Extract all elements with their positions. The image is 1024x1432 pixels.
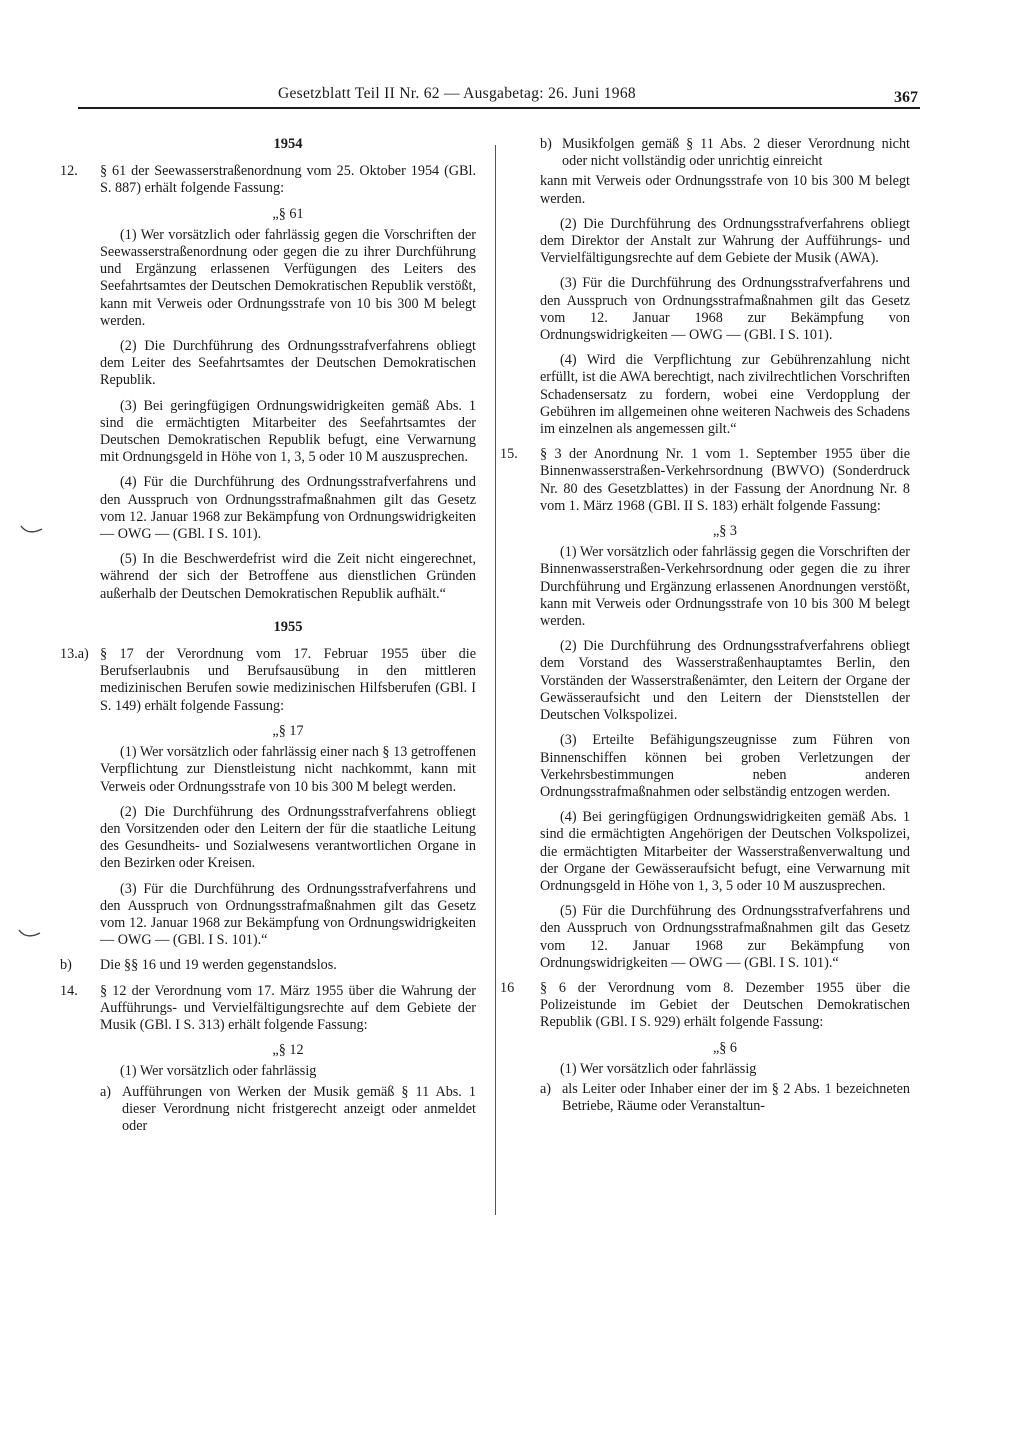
item-15 <box>500 446 910 972</box>
paragraph: (3) Bei geringfügigen Ordnungswidrigkeiten gemäß Abs. 1 sind die ermächtigten Mitarbeiter des Seefahrtsamtes der Deutschen Demokratischen Republik befugt, eine Verwarnung mit Ordnungsgeld in Höhe von 1, 3, 5 oder 10 M auszusprechen. <box>100 397 476 466</box>
item-intro: § 12 der Verordnung vom 17. März 1955 über die Wahrung der Aufführungs- und Vervielfältigungsrechte auf dem Gebiete der Musik (GBl. I S. 313) erhält folgende Fassung: <box>100 982 476 1033</box>
section-heading: „§ 17 <box>272 722 304 739</box>
sub-item-text: Aufführungen von Werken der Musik gemäß § 11 Abs. 1 dieser Verordnung nicht fristgerecht anzeigt oder anmeldet oder <box>122 1083 476 1134</box>
item-number: 14. <box>60 982 78 999</box>
paragraph: (4) Bei geringfügigen Ordnungswidrigkeiten gemäß Abs. 1 sind die ermächtigten Angehörigen der Deutschen Volkspolizei, die ermächtigten Mitarbeiter der Wasserstraßenverwaltung und der Organe der Gewässeraufsicht befugt, eine Verwarnung mit Ordnungsgeld in Höhe von 1, 3, 5 oder 10 M auszusprechen. <box>540 809 910 894</box>
item-number: 15. <box>500 446 518 463</box>
sub-item <box>100 1084 476 1136</box>
item-12 <box>60 163 476 603</box>
sub-item-text: als Leiter oder Inhaber einer der im § 2 Abs. 1 bezeichneten Betriebe, Räume oder Veranstaltun- <box>562 1080 910 1115</box>
margin-mark-icon <box>18 928 42 940</box>
sub-item-label: a) <box>540 1080 552 1097</box>
item-intro: § 3 der Anordnung Nr. 1 vom 1. September 1955 über die Binnenwasserstraßen-Verkehrsordnung (BWVO) (Sonderdruck Nr. 80 des Gesetzblattes) in der Fassung der Anordnung Nr. 8 vom 1. März 1968 (GBl. II S. 183) erhält folgende Fassung: <box>540 446 910 514</box>
header-title: Gesetzblatt Teil II Nr. 62 — Ausgabetag: 26. Juni 1968 <box>278 85 636 102</box>
paragraph: (4) Für die Durchführung des Ordnungsstrafverfahrens und den Ausspruch von Ordnungsstrafmaßnahmen gilt das Gesetz vom 12. Januar 1968 zur Bekämpfung von Ordnungswidrigkeiten — OWG — (GBl. I S. 101). <box>100 474 476 543</box>
year-heading: 1954 <box>273 136 303 152</box>
paragraph: (2) Die Durchführung des Ordnungsstrafverfahrens obliegt den Vorsitzenden oder den Leitern der für die staatliche Leitung des Gesundheits- und Sozialwesens verantwortlichen Organe in den Bezirken oder Kreisen. <box>100 803 476 872</box>
paragraph: (2) Die Durchführung des Ordnungsstrafverfahrens obliegt dem Vorstand des Wasserstraßenhauptamtes Berlin, den Vorständen der Wasserstraßenämter, den Leitern der Organe der Gewässeraufsicht und den Leitern der Dienststellen der Deutschen Volkspolizei. <box>540 638 910 724</box>
item-13b <box>60 957 476 974</box>
paragraph: (1) Wer vorsätzlich oder fahrlässig <box>120 1063 317 1080</box>
item-intro: Die §§ 16 und 19 werden gegenstandslos. <box>100 957 337 974</box>
section-heading: „§ 61 <box>272 205 304 222</box>
paragraph: (2) Die Durchführung des Ordnungsstrafverfahrens obliegt dem Direktor der Anstalt zur Wahrung der Aufführungs- und Vervielfältigungsrechte auf dem Gebiete der Musik (AWA). <box>540 215 910 267</box>
right-column <box>500 136 910 1123</box>
sub-item-text: Musikfolgen gemäß § 11 Abs. 2 dieser Verordnung nicht oder nicht vollständig oder unrichtig einreicht <box>562 136 910 170</box>
paragraph: (3) Für die Durchführung des Ordnungsstrafverfahrens und den Ausspruch von Ordnungsstrafmaßnahmen gilt das Gesetz vom 12. Januar 1968 zur Bekämpfung von Ordnungswidrigkeiten — OWG — (GBl. I S. 101).“ <box>100 880 476 949</box>
section-heading: „§ 12 <box>272 1042 304 1059</box>
sub-item-label: b) <box>540 136 552 152</box>
sub-item <box>540 136 910 170</box>
item-number: 16 <box>500 979 515 996</box>
sub-item-label: a) <box>100 1083 112 1100</box>
year-heading: 1955 <box>273 618 303 635</box>
section-heading: „§ 6 <box>712 1039 738 1056</box>
page-number: 367 <box>894 89 918 106</box>
header-rule <box>78 107 920 109</box>
paragraph: (3) Erteilte Befähigungszeugnisse zum Führen von Binnenschiffen können bei groben Verletzungen der Verkehrsbestimmungen neben anderen Ordnungsstrafmaßnahmen oder selbständig entzogen werden. <box>540 732 910 800</box>
item-14-continued <box>500 136 910 438</box>
paragraph: (3) Für die Durchführung des Ordnungsstrafverfahrens und den Ausspruch von Ordnungsstrafmaßnahmen gilt das Gesetz vom 12. Januar 1968 zur Bekämpfung von Ordnungswidrigkeiten — OWG — (GBl. I S. 101). <box>540 275 910 344</box>
item-14 <box>60 983 476 1136</box>
paragraph: (5) In die Beschwerdefrist wird die Zeit nicht eingerechnet, während der sich der Betroffene aus dienstlichen Gründen außerhalb der Deutschen Demokratischen Republik aufhält.“ <box>100 551 476 602</box>
column-divider <box>495 145 496 1215</box>
paragraph: kann mit Verweis oder Ordnungsstrafe von 10 bis 300 M belegt werden. <box>540 173 910 207</box>
paragraph: (1) Wer vorsätzlich oder fahrlässig einer nach § 13 getroffenen Verpflichtung zur Dienstleistung nicht nachkommt, kann mit Verweis oder Ordnungsstrafe von 10 bis 300 M belegt werden. <box>100 744 476 795</box>
item-number: b) <box>60 957 72 974</box>
item-intro: § 17 der Verordnung vom 17. Februar 1955 über die Berufserlaubnis und Berufsausübung in den mittleren medizinischen Berufen sowie medizinischen Hilfsberufen (GBl. I S. 149) erhält folgende Fassung: <box>100 646 476 714</box>
item-intro: § 6 der Verordnung vom 8. Dezember 1955 über die Polizeistunde im Gebiet der Deutschen Demokratischen Republik (GBl. I S. 929) erhält folgende Fassung: <box>540 979 910 1031</box>
section-heading: „§ 3 <box>712 523 738 540</box>
paragraph: (5) Für die Durchführung des Ordnungsstrafverfahrens und den Ausspruch von Ordnungsstrafmaßnahmen gilt das Gesetz vom 12. Januar 1968 zur Bekämpfung von Ordnungswidrigkeiten — OWG — (GBl. I S. 101).“ <box>540 903 910 971</box>
paragraph: (1) Wer vorsätzlich oder fahrlässig gegen die Vorschriften der Seewasserstraßenordnung oder gegen die zu ihrer Durchführung und Ergänzung erlassenen Verfügungen des Leiters des Seefahrtsamtes der Deutschen Demokratischen Republik verstößt, kann mit Verweis oder Ordnungsstrafe von 10 bis 300 M belegt werden. <box>100 226 476 329</box>
paragraph: (4) Wird die Verpflichtung zur Gebührenzahlung nicht erfüllt, ist die AWA berechtigt, nach zivilrechtlichen Vorschriften Schadensersatz zu fordern, wobei eine Verdopplung der Gebühren im allgemeinen ohne weiteren Nachweis des Schadens im einzelnen als angemessen gilt.“ <box>540 352 910 438</box>
paragraph: (1) Wer vorsätzlich oder fahrlässig <box>560 1060 757 1077</box>
item-number: 13.a) <box>60 646 89 663</box>
left-column <box>60 136 476 1143</box>
item-13 <box>60 646 476 949</box>
page-header <box>78 85 918 109</box>
paragraph: (1) Wer vorsätzlich oder fahrlässig gegen die Vorschriften der Binnenwasserstraßen-Verkehrsordnung oder gegen die zu ihrer Durchführung und Ergänzung erlassenen Anordnungen verstößt, kann mit Verweis oder Ordnungsstrafe von 10 bis 300 M belegt werden. <box>540 544 910 630</box>
item-intro: § 61 der Seewasserstraßenordnung vom 25. Oktober 1954 (GBl. S. 887) erhält folgende Fassung: <box>100 163 476 197</box>
item-number: 12. <box>60 163 78 180</box>
sub-item <box>540 1081 910 1115</box>
paragraph: (2) Die Durchführung des Ordnungsstrafverfahrens obliegt dem Leiter des Seefahrtsamtes der Deutschen Demokratischen Republik. <box>100 338 476 389</box>
item-16 <box>500 980 910 1115</box>
margin-mark-icon <box>20 524 44 536</box>
